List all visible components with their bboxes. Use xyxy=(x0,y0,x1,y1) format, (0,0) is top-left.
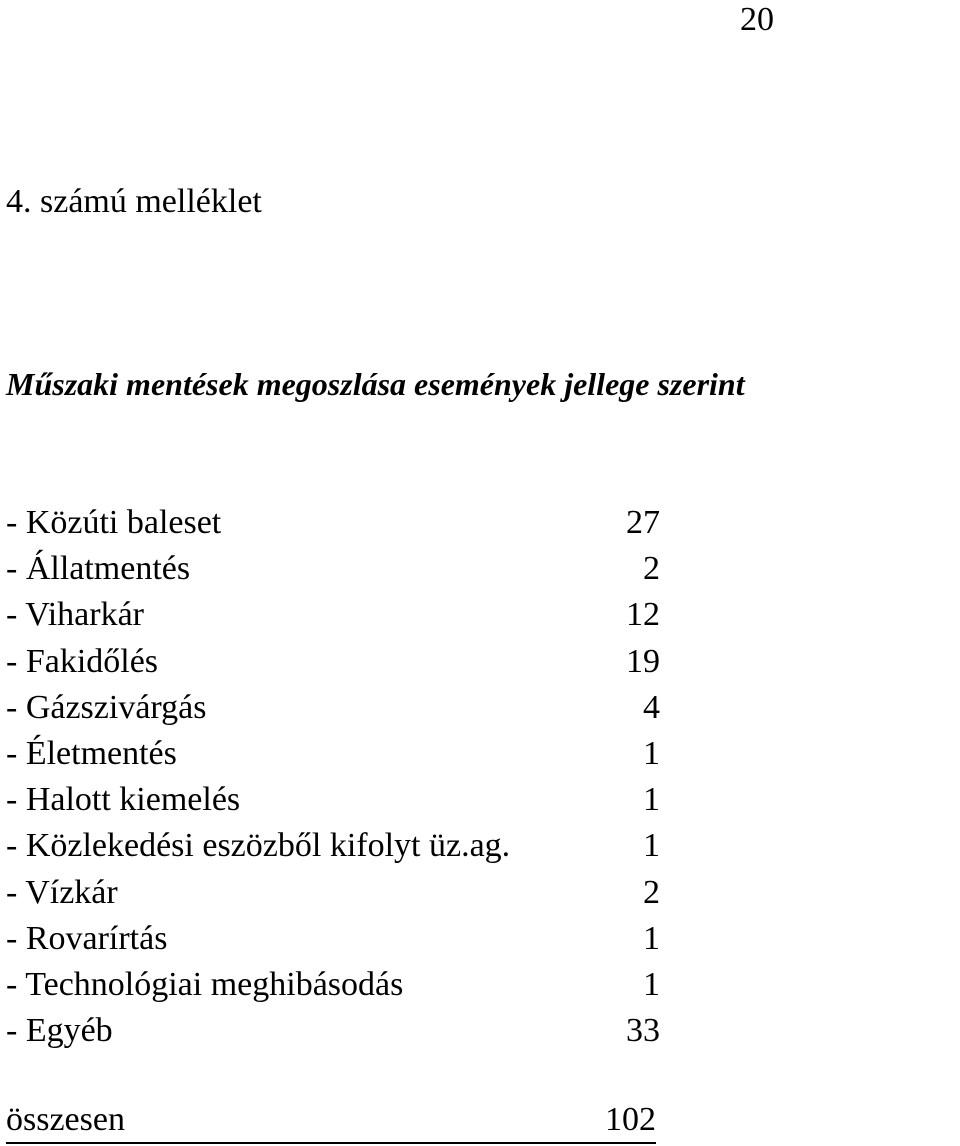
item-count: 27 xyxy=(626,504,660,541)
total-count: 102 xyxy=(605,1101,656,1138)
item-label: - Állatmentés xyxy=(6,550,191,588)
item-label: - Közlekedési eszözből kifolyt üz.ag. xyxy=(6,827,511,865)
item-count: 33 xyxy=(626,1012,660,1050)
item-count: 4 xyxy=(643,688,660,726)
list-item xyxy=(6,1008,660,1054)
item-count: 19 xyxy=(626,642,660,680)
item-count: 12 xyxy=(626,596,660,634)
item-count: 1 xyxy=(643,781,660,819)
total-row xyxy=(6,1098,656,1144)
total-label: összesen xyxy=(6,1101,125,1138)
item-count: 1 xyxy=(643,965,660,1003)
document-title: Műszaki mentések megoszlása események jellege szerint xyxy=(6,366,745,402)
item-count: 1 xyxy=(643,919,660,957)
item-label: - Viharkár xyxy=(6,596,144,634)
item-count: 2 xyxy=(643,550,660,588)
item-count: 2 xyxy=(643,873,660,911)
item-label: - Rovarírtás xyxy=(6,919,168,957)
item-count: 1 xyxy=(643,827,660,865)
item-label: - Fakidőlés xyxy=(6,642,159,680)
list-item xyxy=(6,870,660,916)
item-label: - Technológiai meghibásodás xyxy=(6,965,404,1003)
list-item xyxy=(6,777,660,823)
list-item xyxy=(6,546,660,592)
list-item xyxy=(6,823,660,869)
list-item xyxy=(6,962,660,1008)
list-item xyxy=(6,592,660,638)
list-item xyxy=(6,916,660,962)
item-label: - Egyéb xyxy=(6,1012,113,1050)
item-count: 1 xyxy=(643,734,660,772)
item-label: - Életmentés xyxy=(6,734,177,772)
list-item xyxy=(6,731,660,777)
item-label: - Halott kiemelés xyxy=(6,781,241,819)
event-type-list xyxy=(6,500,660,1054)
list-item xyxy=(6,500,660,546)
page-number: 20 xyxy=(740,1,774,38)
item-label: - Közúti baleset xyxy=(6,504,222,541)
list-item xyxy=(6,685,660,731)
list-item xyxy=(6,639,660,685)
annex-label: 4. számú melléklet xyxy=(6,183,262,220)
item-label: - Gázszivárgás xyxy=(6,688,207,726)
item-label: - Vízkár xyxy=(6,873,118,911)
